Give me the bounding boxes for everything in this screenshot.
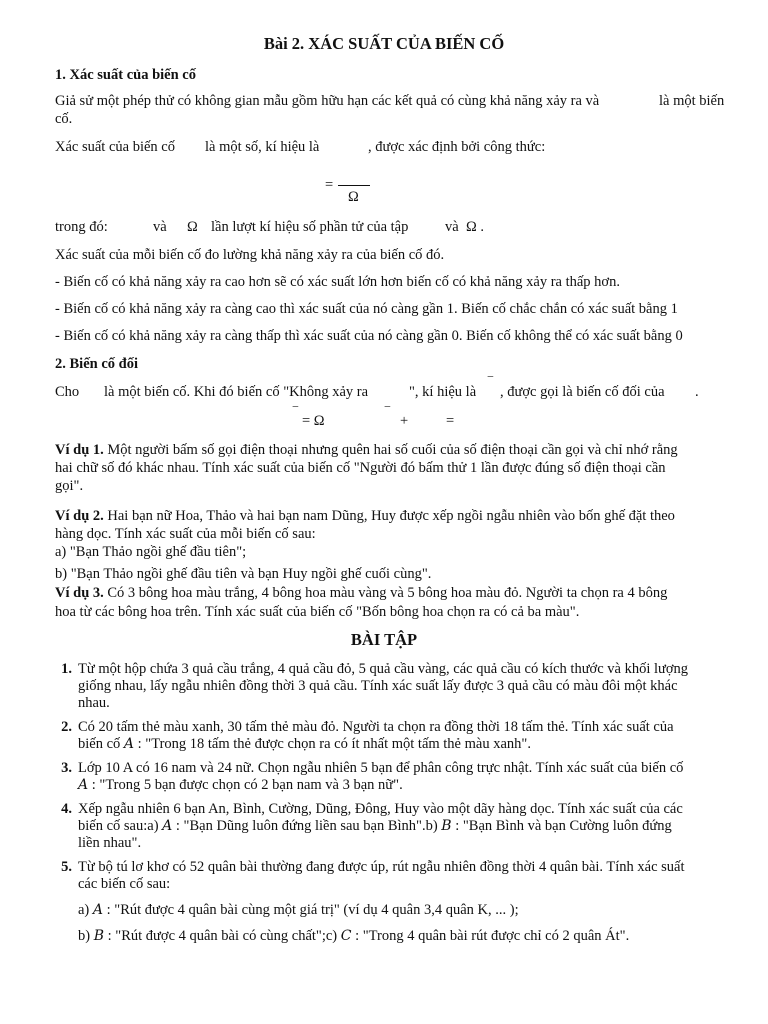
where-description: lần lượt kí hiệu số phần tử của tập (211, 219, 409, 235)
variable-b: B (441, 818, 452, 834)
formula2-bar-2: ‾ (385, 406, 390, 422)
page-title: Bài 2. XÁC SUẤT CỦA BIẾN CỐ (263, 34, 505, 53)
variable-c: C (340, 928, 352, 944)
formula-denominator: Ω (348, 189, 359, 205)
definition-part-b: là một số, kí hiệu là (205, 139, 320, 155)
exercise-4: Xếp ngẫu nhiên 6 bạn An, Bình, Cường, Dũng, Đông, Huy vào một dãy hàng dọc. Tính xác suất của các biến cố sau:a) A : "Bạn Dũng luôn đứng liền sau bạn Bình".b) B : "Bạn Bình và bạn Cường luôn đứng liền nhau". (78, 801, 683, 851)
variable-b: B (93, 928, 105, 944)
where-and-1: và (153, 219, 167, 235)
example-2-label: Ví dụ 2. (55, 508, 104, 524)
variable-a: A (78, 777, 89, 793)
formula2-equals: = (446, 413, 455, 429)
example-1-line-3: gọi". (55, 478, 84, 494)
definition-part-c: , được xác định bởi công thức: (368, 139, 546, 155)
fraction-bar (338, 185, 370, 186)
definition-part-a: Xác suất của biến cố (55, 139, 175, 155)
variable-a: A (123, 736, 135, 752)
example-2-line-3: a) "Bạn Thảo ngồi ghế đầu tiên"; (55, 544, 247, 560)
section1-heading: 1. Xác suất của biến cố (55, 67, 196, 83)
example-1-label: Ví dụ 1. (55, 442, 104, 458)
exercise-2: Có 20 tấm thẻ màu xanh, 30 tấm thẻ màu đỏ. Người ta chọn ra đồng thời 18 tấm thẻ. Tính xác suất của biến cố A : "Trong 18 tấm thẻ được chọn ra có ít nhất một tấm thẻ màu xanh". (78, 719, 674, 752)
probability-measure-text: Xác suất của mỗi biến cố đo lường khả năng xảy ra của biến cố đó. (55, 247, 445, 263)
complement-bar: ‾ (488, 376, 493, 392)
exercise-3: Lớp 10 A có 16 nam và 24 nữ. Chọn ngẫu nhiên 5 bạn để phân công trực nhật. Tính xác suất của biến cố A : "Trong 5 bạn được chọn có 2 bạn nam và 3 bạn nữ". (78, 760, 684, 793)
intro-line1-end: là một biến (659, 93, 725, 109)
formula2-plus: + (400, 413, 409, 429)
where-omega: Ω (187, 219, 198, 235)
bullet-3: - Biến cố có khả năng xảy ra càng thấp thì xác suất của nó càng gần 0. Biến cố không thể có xác suất bằng 0 (55, 328, 683, 344)
intro-line2: cố. (55, 111, 73, 127)
section2-heading: 2. Biến cố đối (55, 356, 138, 372)
example-2-line-4: b) "Bạn Thảo ngồi ghế đầu tiên và bạn Huy ngồi ghế cuối cùng". (55, 566, 432, 582)
example-1-line-2: hai chữ số đó khác nhau. Tính xác suất của biến cố "Người đó bấm thử 1 lần được đúng số điện thoại cần (55, 460, 666, 476)
exercise-5-part-a: a) A : "Rút được 4 quân bài cùng một giá trị" (ví dụ 4 quân 3,4 quân K, ... ); (78, 902, 519, 918)
example-3-line-2: hoa từ các bông hoa trên. Tính xác suất của biến cố "Bốn bông hoa chọn ra có cả ba màu". (55, 604, 580, 620)
where-omega-2: Ω . (466, 219, 485, 235)
complement-cho: Cho (55, 384, 80, 400)
complement-period: . (695, 384, 699, 400)
exercise-1-number: 1. (61, 661, 72, 677)
formula2-union: = Ω (302, 413, 325, 429)
where-label: trong đó: (55, 219, 108, 235)
intro-line1: Giả sử một phép thử có không gian mẫu gồm hữu hạn các kết quả có cùng khả năng xảy ra và (55, 93, 600, 109)
complement-text-1: là một biến cố. Khi đó biến cố "Không xảy ra (104, 384, 369, 400)
formula-equals: = (325, 177, 334, 193)
exercise-1: Từ một hộp chứa 3 quả cầu trắng, 4 quả cầu đỏ, 5 quả cầu vàng, các quả cầu có kích thước và khối lượng giống nhau, lấy ngẫu nhiên đồng thời 3 quả cầu. Tính xác suất lấy được 3 quả cầu có màu đôi một khác nhau. (78, 661, 689, 711)
exercise-2-number: 2. (61, 719, 72, 735)
variable-a: A (92, 902, 104, 918)
example-1-line-1: Ví dụ 1. Một người bấm số gọi điện thoại nhưng quên hai số cuối của số điện thoại cần gọi và chỉ nhớ rằng (55, 442, 678, 458)
bullet-2: - Biến cố có khả năng xảy ra càng cao thì xác suất của nó càng gần 1. Biến cố chắc chắn có xác suất bằng 1 (55, 301, 678, 317)
exercise-5-number: 5. (61, 859, 72, 875)
exercise-3-number: 3. (61, 760, 72, 776)
example-3-line-1: Ví dụ 3. Có 3 bông hoa màu trắng, 4 bông hoa màu vàng và 5 bông hoa màu đỏ. Người ta chọn ra 4 bông (55, 585, 668, 601)
complement-text-2: ", kí hiệu là (409, 384, 477, 400)
exercises-heading: BÀI TẬP (350, 630, 418, 649)
formula2-bar-1: ‾ (293, 406, 298, 422)
example-2-line-2: hàng dọc. Tính xác suất của mỗi biến cố sau: (55, 526, 316, 542)
example-2-line-1: Ví dụ 2. Hai bạn nữ Hoa, Thảo và hai bạn nam Dũng, Huy được xếp ngồi ngẫu nhiên vào bốn ghế đặt theo (55, 508, 675, 524)
exercise-5: Từ bộ tú lơ khơ có 52 quân bài thường đang được úp, rút ngẫu nhiên đồng thời 4 quân bài. Tính xác suất các biến cố sau: (78, 859, 685, 892)
exercise-4-number: 4. (61, 801, 72, 817)
where-and-2: và (445, 219, 459, 235)
example-3-label: Ví dụ 3. (55, 585, 104, 601)
exercise-5-part-b: b) B : "Rút được 4 quân bài có cùng chất";c) C : "Trong 4 quân bài rút được chỉ có 2 quân Át". (78, 928, 630, 944)
variable-a: A (162, 818, 173, 834)
bullet-1: - Biến cố có khả năng xảy ra cao hơn sẽ có xác suất lớn hơn biến cố có khả năng xảy ra thấp hơn. (55, 274, 620, 290)
complement-text-3: , được gọi là biến cố đối của (500, 384, 665, 400)
